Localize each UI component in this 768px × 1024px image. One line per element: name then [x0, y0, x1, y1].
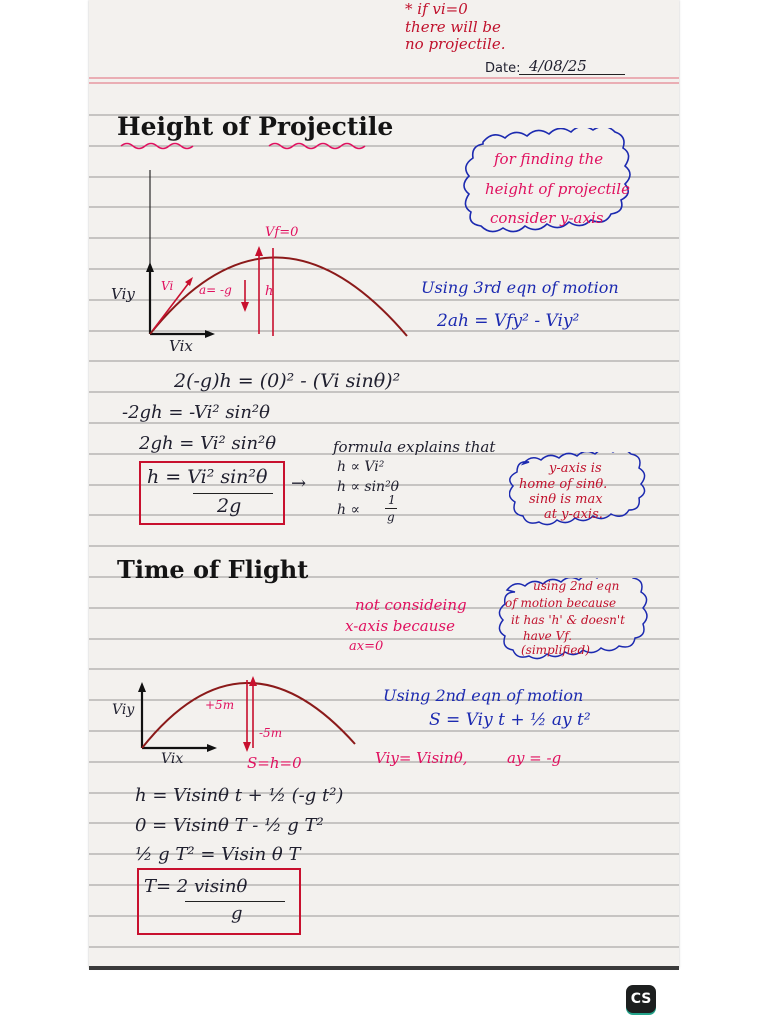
flight-result-fraction-bar: [185, 901, 285, 902]
height-cloud-line2: height of projectile: [485, 180, 630, 198]
height-explains: formula explains that: [333, 438, 496, 456]
date-underline: [519, 74, 625, 75]
page-edge-shadow: [89, 966, 679, 970]
flight-note-line3: ax=0: [349, 639, 384, 654]
height-prop-3-bar: [385, 508, 397, 509]
flight-eqn: S = Viy t + ½ ay t²: [429, 710, 591, 730]
flight-graph-viy-label: Viy: [112, 702, 135, 718]
top-note-line1: * if vi=0: [405, 0, 468, 18]
flight-title: Time of Flight: [117, 555, 309, 584]
height-prop-1: h ∝ Vi²: [337, 459, 385, 475]
height-cloud-line3: consider y-axis: [490, 209, 604, 227]
flight-note-line2: x-axis because: [345, 617, 455, 635]
flight-cloud-line1: using 2nd eqn: [533, 579, 620, 593]
height-prop-3-den: g: [387, 510, 395, 524]
height-prop-3-lhs: h ∝: [337, 502, 360, 518]
flight-step-2: 0 = Visinθ T - ½ g T²: [135, 815, 324, 836]
sine-cloud-line4: at y-axis.: [544, 507, 603, 522]
height-step-1: 2(-g)h = (0)² - (Vi sinθ)²: [174, 370, 401, 392]
flight-graph-vix-label: Vix: [161, 751, 184, 767]
sine-cloud-line1: y-axis is: [549, 461, 602, 476]
flight-step-1: h = Visinθ t + ½ (-g t²): [135, 785, 344, 806]
camscanner-badge: CS: [626, 985, 656, 1013]
sine-cloud-line3: sinθ is max: [529, 492, 603, 507]
height-title: Height of Projectile: [117, 112, 394, 141]
flight-using-eqn: Using 2nd eqn of motion: [383, 686, 584, 705]
sine-cloud-line2: home of sinθ.: [519, 477, 608, 492]
flight-graph-s-label: S=h=0: [247, 754, 302, 772]
flight-graph-minus-label: -5m: [259, 726, 283, 740]
flight-cloud-line2: of motion because: [505, 596, 617, 610]
flight-result-denominator: g: [231, 903, 243, 924]
height-using-eqn: Using 3rd eqn of motion: [421, 278, 619, 297]
height-prop-3-num: 1: [388, 493, 396, 507]
height-graph-viy-label: Viy: [111, 285, 135, 303]
flight-cloud-line3: it has 'h' & doesn't: [511, 613, 625, 627]
height-graph-vf-label: Vf=0: [265, 225, 299, 240]
height-step-2: -2gh = -Vi² sin²θ: [122, 402, 270, 423]
flight-substitution: Viy= Visinθ,: [375, 749, 468, 767]
date-label: Date:: [485, 61, 521, 76]
height-prop-2: h ∝ sin²θ: [337, 479, 400, 495]
height-result-denominator: 2g: [217, 495, 242, 517]
flight-cloud-line4: have Vf.: [523, 629, 573, 643]
height-graph-a-label: a= -g: [199, 283, 232, 297]
flight-result-numerator: T= 2 visinθ: [144, 876, 248, 897]
flight-ay: ay = -g: [507, 749, 562, 767]
top-note-line3: no projectile.: [405, 35, 506, 53]
height-eqn: 2ah = Vfy² - Viy²: [437, 311, 580, 331]
arrow-right-icon: →: [291, 473, 307, 494]
flight-cloud-line5: (simplified): [521, 643, 590, 657]
height-result-fraction-bar: [193, 493, 273, 494]
height-cloud-line1: for finding the: [494, 150, 604, 168]
height-graph-vix-label: Vix: [169, 337, 193, 355]
flight-note-line1: not consideing: [355, 596, 467, 614]
flight-step-3: ½ g T² = Visin θ T: [135, 844, 301, 865]
notebook-page: [89, 0, 679, 968]
flight-graph-plus-label: +5m: [205, 698, 235, 712]
height-title-underline: [119, 140, 369, 152]
top-note-line2: there will be: [405, 18, 501, 36]
height-graph-vi-label: Vi: [161, 279, 174, 293]
height-step-3: 2gh = Vi² sin²θ: [139, 433, 277, 454]
height-projectile-graph: [109, 160, 419, 360]
height-graph-h-label: h: [265, 284, 274, 299]
date-value: 4/08/25: [529, 57, 587, 75]
height-result-numerator: h = Vi² sin²θ: [147, 466, 268, 488]
